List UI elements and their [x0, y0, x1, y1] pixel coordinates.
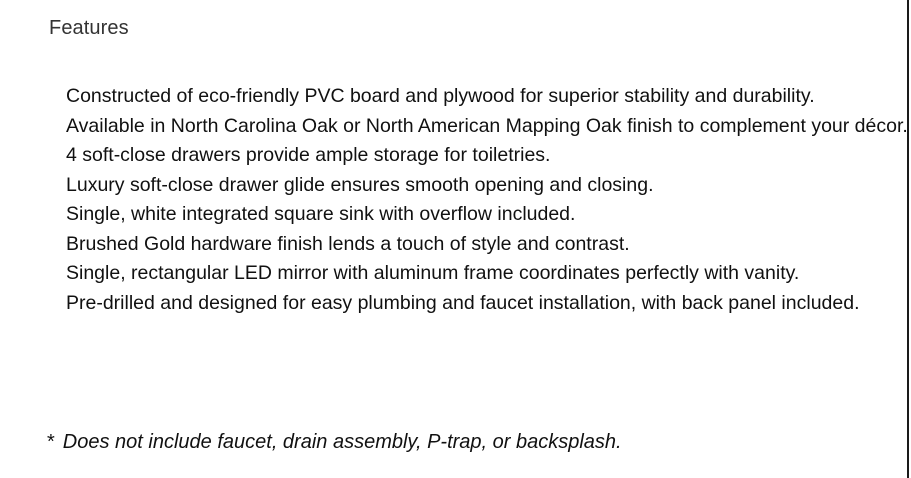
feature-item: Brushed Gold hardware finish lends a touch of style and contrast. [66, 232, 630, 255]
feature-item: Constructed of eco-friendly PVC board and plywood for superior stability and durability. [66, 85, 815, 107]
feature-item: 4 soft-close drawers provide ample storage for toiletries. [66, 144, 551, 166]
feature-item: Available in North Carolina Oak or North American Mapping Oak finish to complement your décor. [66, 114, 908, 137]
features-heading: Features [49, 17, 129, 39]
footnote [47, 428, 622, 456]
feature-item: Single, white integrated square sink with overflow included. [66, 203, 576, 225]
feature-item: Single, rectangular LED mirror with aluminum frame coordinates perfectly with vanity. [66, 262, 800, 284]
feature-list [66, 82, 908, 318]
footnote-marker: * [47, 431, 55, 453]
feature-item: Luxury soft-close drawer glide ensures smooth opening and closing. [66, 173, 654, 196]
footnote-text: Does not include faucet, drain assembly, P-trap, or backsplash. [62, 431, 622, 453]
feature-item: Pre-drilled and designed for easy plumbing and faucet installation, with back panel included. [66, 291, 860, 314]
